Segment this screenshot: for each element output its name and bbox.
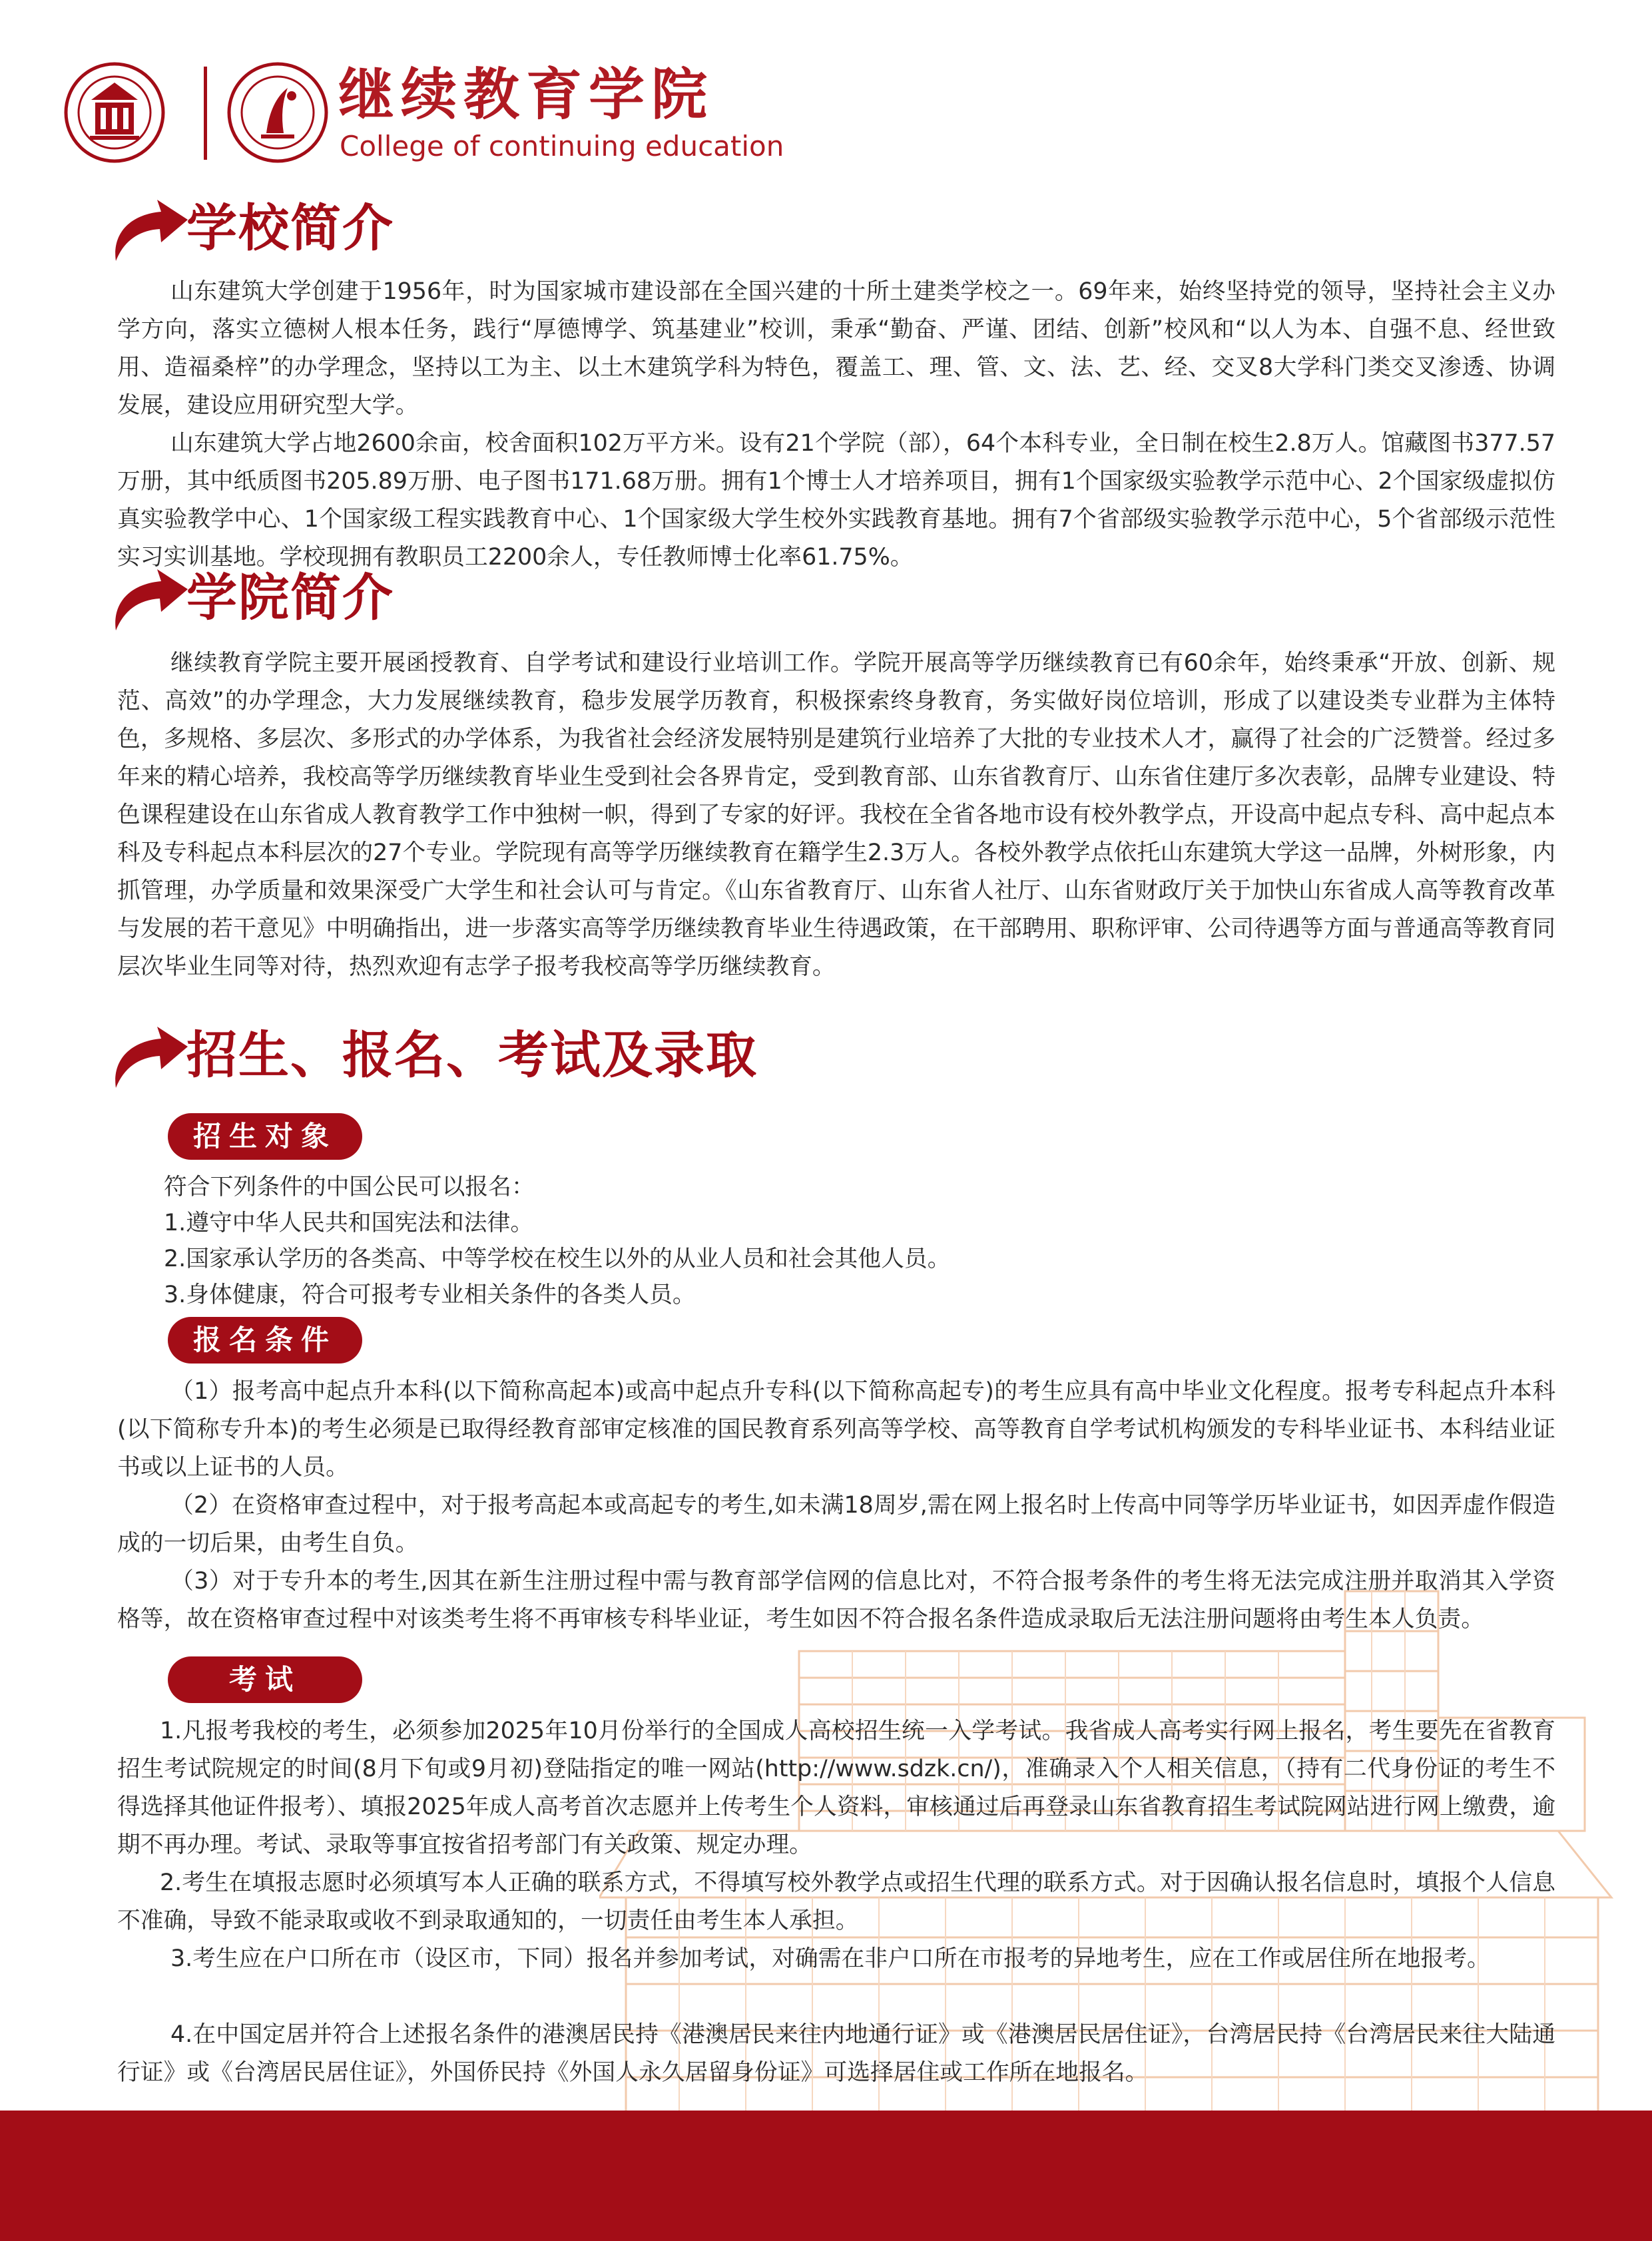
target-lead: 符合下列条件的中国公民可以报名： [164, 1174, 535, 1200]
subheading-target-pill: 招生对象 [168, 1113, 362, 1160]
page-header [0, 0, 1652, 160]
list-item: 2.国家承认学历的各类高、中等学校在校生以外的从业人员和社会其他人员。 [164, 1246, 951, 1272]
conditions-paragraph-2: （2）在资格审查过程中，对于报考高起本或高起专的考生,如未满18周岁,需在网上报名时上传高中同等学历毕业证书，如因弄虚作假造成的一切后果，由考生自负。 [117, 1492, 1555, 1557]
conditions-paragraph-3: （3）对于专升本的考生,因其在新生注册过程中需与教育部学信网的信息比对，不符合报考条件的考生将无法完成注册并取消其入学资格等，故在资格审查过程中对该类考生将不再审核专科毕业证，考生如因不符合报名条件造成录取后无法注册问题将由考生本人负责。 [117, 1568, 1555, 1632]
header-divider [204, 67, 207, 160]
section-title: 招生、报名、考试及录取 [186, 1025, 758, 1085]
school-intro-paragraph-1: 山东建筑大学创建于1956年，时为国家城市建设部在全国兴建的十所土建类学校之一。69年来，始终坚持党的领导，坚持社会主义办学方向，落实立德树人根本任务，践行“厚德博学、筑基建业”校训，秉承“勤奋、严谨、团结、创新”校风和“以人为本、自强不息、经世致用、造福桑梓”的办学理念，坚持以工为主、以土木建筑学科为特色，覆盖工、理、管、文、法、艺、经、交叉8大学科门类交叉渗透、协调发展，建设应用研究型大学。 [117, 278, 1555, 419]
subheading-conditions-pill: 报名条件 [168, 1317, 362, 1364]
curved-arrow-icon [107, 561, 193, 634]
target-list [164, 1169, 1562, 1313]
college-seal-icon [226, 61, 329, 164]
section-title: 学院简介 [186, 568, 394, 627]
list-item: 3.身体健康，符合可报考专业相关条件的各类人员。 [164, 1282, 696, 1308]
curved-arrow-icon [107, 192, 193, 265]
section-title: 学校简介 [186, 198, 394, 258]
footer-band [0, 2111, 1652, 2241]
curved-arrow-icon [107, 1019, 193, 1092]
subheading-exam-pill: 考试 [168, 1656, 362, 1703]
exam-paragraph-4: 4.在中国定居并符合上述报名条件的港澳居民持《港澳居民来往内地通行证》或《港澳居民居住证》，台湾居民持《台湾居民来往大陆通行证》或《台湾居民居住证》，外国侨民持《外国人永久居留身份证》可选择居住或工作所在地报名。 [117, 2021, 1555, 2086]
college-intro-paragraph: 继续教育学院主要开展函授教育、自学考试和建设行业培训工作。学院开展高等学历继续教育已有60余年，始终秉承“开放、创新、规范、高效”的办学理念，大力发展继续教育，稳步发展学历教育，积极探索终身教育，务实做好岗位培训，形成了以建设类专业群为主体特色，多规格、多层次、多形式的办学体系，为我省社会经济发展特别是建筑行业培养了大批的专业技术人才，赢得了社会的广泛赞誉。经过多年来的精心培养，我校高等学历继续教育毕业生受到社会各界肯定，受到教育部、山东省教育厅、山东省住建厅多次表彰，品牌专业建设、特色课程建设在山东省成人教育教学工作中独树一帜，得到了专家的好评。我校在全省各地市设有校外教学点，开设高中起点专科、高中起点本科及专科起点本科层次的27个专业。学院现有高等学历继续教育在籍学生2.3万人。各校外教学点依托山东建筑大学这一品牌，外树形象，内抓管理，办学质量和效果深受广大学生和社会认可与肯定。《山东省教育厅、山东省人社厅、山东省财政厅关于加快山东省成人高等教育改革与发展的若干意见》中明确指出，进一步落实高等学历继续教育毕业生待遇政策，在干部聘用、职称评审、公司待遇等方面与普通高等教育同层次毕业生同等对待，热烈欢迎有志学子报考我校高等学历继续教育。 [117, 650, 1555, 980]
school-intro-paragraph-2: 山东建筑大学占地2600余亩，校舍面积102万平方米。设有21个学院（部），64个本科专业，全日制在校生2.8万人。馆藏图书377.57万册，其中纸质图书205.89万册、电子图书171.68万册。拥有1个博士人才培养项目，拥有1个国家级实验教学示范中心、2个国家级虚拟仿真实验教学中心、1个国家级工程实践教育中心、1个国家级大学生校外实践教育基地。拥有7个省部级实验教学示范中心，5个省部级示范性实习实训基地。学校现拥有教职员工2200余人，专任教师博士化率61.75%。 [117, 430, 1555, 571]
list-item: 1.遵守中华人民共和国宪法和法律。 [164, 1210, 534, 1236]
exam-paragraph-2: 2.考生在填报志愿时必须填写本人正确的联系方式，不得填写校外教学点或招生代理的联系方式。对于因确认报名信息时，填报个人信息不准确，导致不能录取或收不到录取通知的，一切责任由考生本人承担。 [117, 1869, 1555, 1934]
exam-paragraph-1: 1.凡报考我校的考生，必须参加2025年10月份举行的全国成人高校招生统一入学考试。我省成人高考实行网上报名，考生要先在省教育招生考试院规定的时间(8月下旬或9月初)登陆指定的唯一网站(http://www.sdzk.cn/)，准确录入个人相关信息，（持有二代身份证的考生不得选择其他证件报考）、填报2025年成人高考首次志愿并上传考生个人资料，审核通过后再登录山东省教育招生考试院网站进行网上缴费，逾期不再办理。考试、录取等事宜按省招考部门有关政策、规定办理。 [117, 1718, 1555, 1858]
university-seal-icon [63, 61, 166, 164]
conditions-paragraph-1: （1）报考高中起点升本科(以下简称高起本)或高中起点升专科(以下简称高起专)的考生应具有高中毕业文化程度。报考专科起点升本科(以下简称专升本)的考生必须是已取得经教育部审定核准的国民教育系列高等学校、高等教育自学考试机构颁发的专科毕业证书、本科结业证书或以上证书的人员。 [117, 1378, 1555, 1481]
exam-paragraph-3: 3.考生应在户口所在市（设区市，下同）报名并参加考试，对确需在非户口所在市报考的异地考生，应在工作或居住所在地报考。 [170, 1945, 1490, 1972]
college-name-en: College of continuing education [340, 130, 784, 162]
college-name-cn: 继续教育学院 [338, 62, 714, 127]
